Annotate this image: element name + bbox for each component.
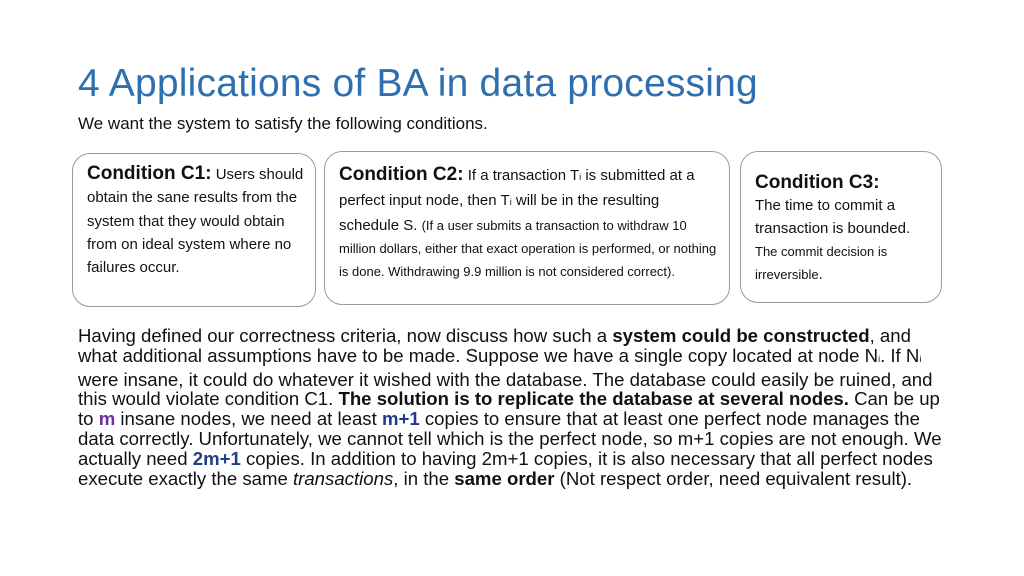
- body-paragraph: [78, 326, 948, 488]
- condition-c2-title: Condition C2:: [339, 164, 464, 185]
- condition-c2-text: will be in the resulting schedule S.: [339, 192, 660, 234]
- subscript-i: i: [509, 197, 512, 207]
- body-text: copies. In addition to having 2m+1 copies, it is also necessary that all perfect nodes execute exactly the same: [78, 447, 933, 489]
- body-text: Having defined our correctness criteria, now discuss how such a: [78, 325, 613, 346]
- condition-c1-box: [72, 153, 316, 307]
- subscript-i: i: [919, 353, 922, 364]
- slide-title: 4 Applications of BA in data processing: [78, 62, 758, 105]
- body-text: , in the: [393, 467, 455, 489]
- highlight-m-plus-1: m+1: [381, 408, 420, 430]
- body-text: , and what additional assumptions have to be made. Suppose we have a single copy located at node N: [78, 325, 911, 366]
- highlight-m: m: [98, 408, 116, 430]
- condition-c2-example: (If a user submits a transaction to withdraw 10 million dollars, either that exact operation is performed, or nothing is done. Withdrawing 9.9 million is not considered correct).: [339, 218, 717, 279]
- highlight-2m-plus-1: 2m+1: [192, 447, 241, 469]
- subscript-i: i: [878, 353, 881, 364]
- body-text: insane nodes, we need at least: [115, 408, 382, 430]
- body-text: Can be up to: [78, 388, 940, 430]
- body-text: were insane, it could do whatever it wished with the database. The database could easily be ruined, and this would violate condition C1.: [78, 368, 933, 410]
- body-text: copies to ensure that at least one perfect node manages the data correctly. Unfortunately, we cannot tell which is the perfect node, so m+1 copies are not enough. We actually need: [78, 408, 942, 469]
- subscript-i: i: [579, 172, 582, 182]
- body-text: . If N: [880, 344, 920, 366]
- body-bold: system could be constructed: [612, 325, 870, 346]
- condition-c1-text: Users should obtain the sane results from the system that they would obtain from on ideal system where no failures occur.: [87, 166, 304, 277]
- condition-c2-box: [324, 151, 730, 305]
- condition-c2-text: If a transaction T: [463, 167, 580, 184]
- body-bold: The solution is to replicate the database at several nodes.: [338, 388, 849, 410]
- condition-c3-note: The commit decision is irreversible: [755, 244, 888, 282]
- condition-c1-title: Condition C1:: [87, 163, 212, 184]
- condition-c2-text: is submitted at a perfect input node, then T: [339, 167, 695, 209]
- slide-subtitle: We want the system to satisfy the following conditions.: [78, 114, 488, 133]
- condition-c3-period: .: [818, 266, 823, 283]
- condition-c3-title: Condition C3:: [755, 172, 880, 193]
- body-text: (Not respect order, need equivalent result).: [554, 467, 913, 489]
- body-italic: transactions: [292, 467, 394, 489]
- condition-c3-text: The time to commit a transaction is bounded.: [755, 197, 911, 237]
- body-bold: same order: [454, 467, 555, 489]
- condition-c3-box: [740, 151, 942, 303]
